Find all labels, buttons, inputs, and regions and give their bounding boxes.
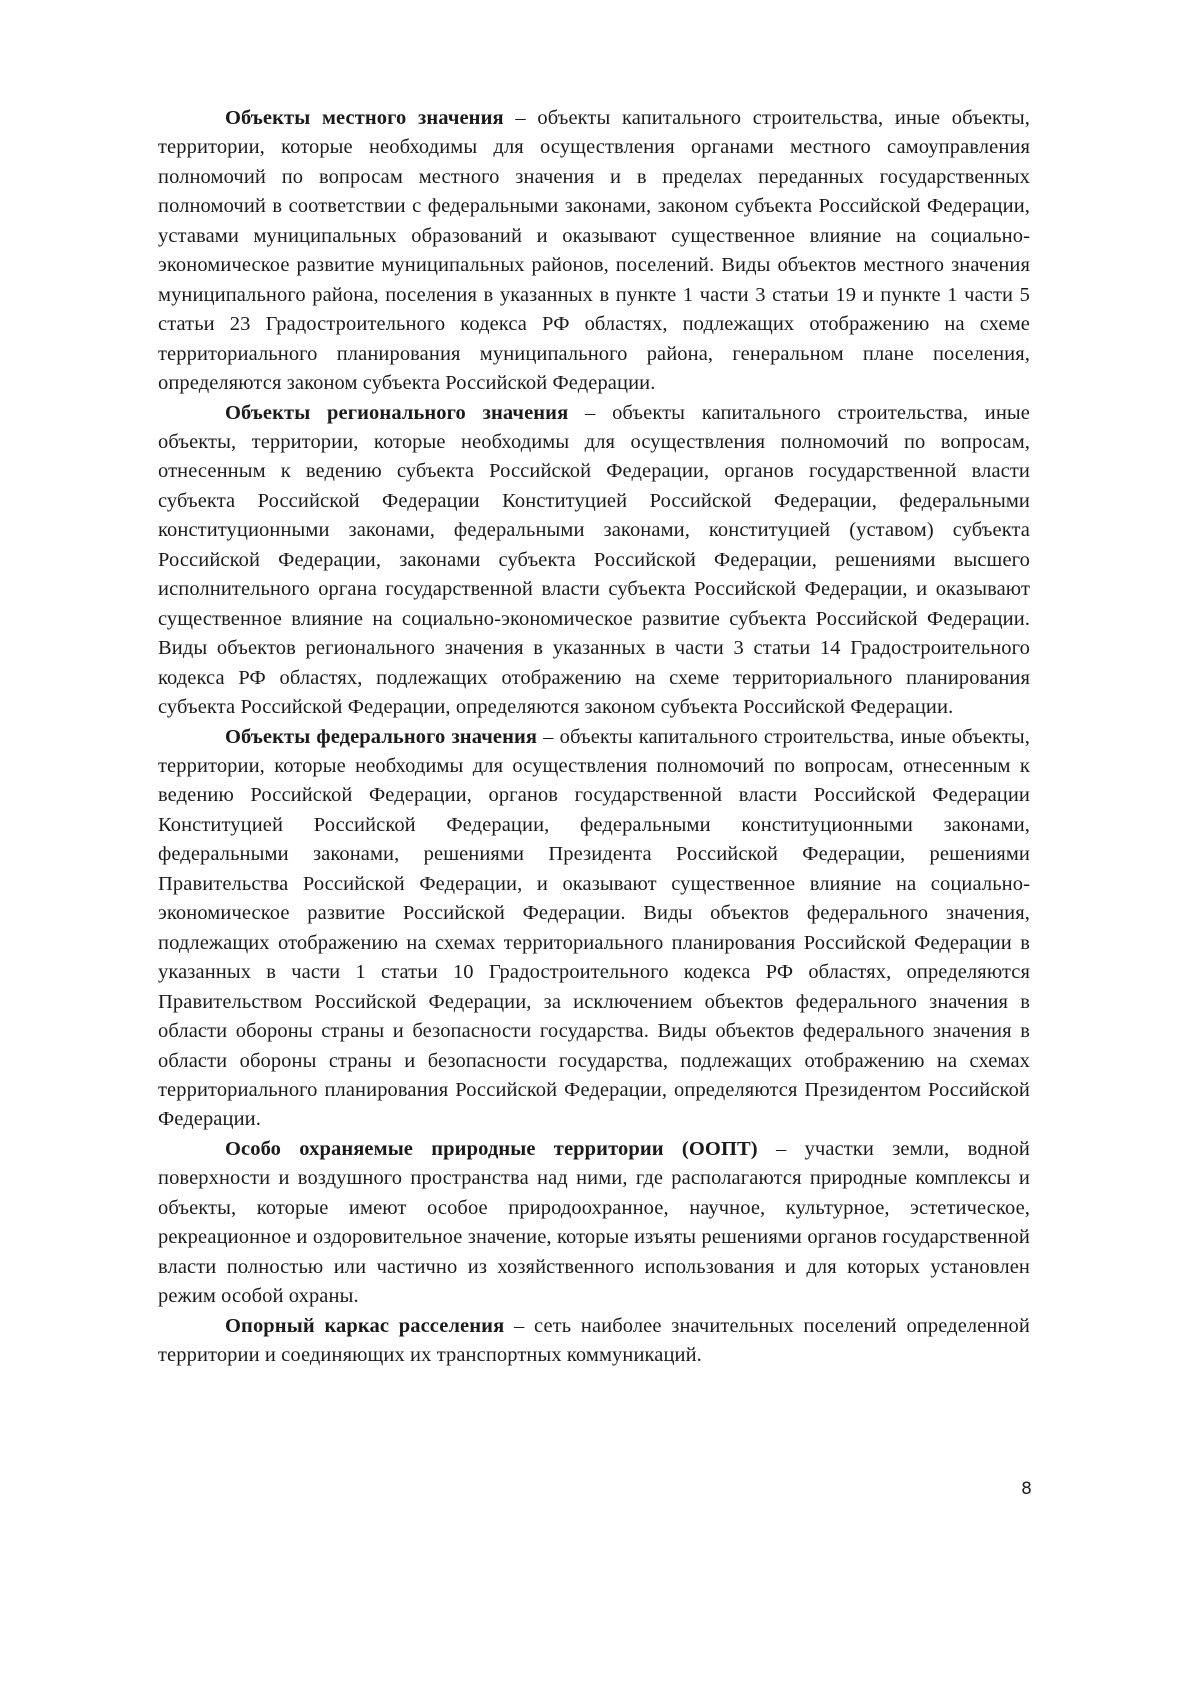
definition-text-regional-objects: – объекты капитального строительства, иные объекты, территории, которые необходимы для осуществления полномочий по вопросам, отнесенным к ведению субъекта Российской Федерации, органов государственной власти субъекта Российской Федерации Конституцией Российской Федерации, федеральными конституционными законами, федеральными законами, конституцией (уставом) субъекта Российской Федерации, законами субъекта Российской Федерации, решениями высшего исполнительного органа государственной власти субъекта Российской Федерации, и оказывают существенное влияние на социально-экономическое развитие субъекта Российской Федерации. Виды объектов регионального значения в указанных в части 3 статьи 14 Градостроительного кодекса РФ областях, подлежащих отображению на схеме территориального планирования субъекта Российской Федерации, определяются законом субъекта Российской Федерации. — [158, 401, 1030, 719]
term-settlement-framework: Опорный каркас расселения — [225, 1314, 505, 1337]
definition-paragraph-regional-objects — [158, 399, 1030, 723]
definition-paragraph-federal-objects — [158, 723, 1030, 1135]
definition-text-settlement-framework: – сеть наиболее значительных поселений определенной территории и соединяющих их транспортных коммуникаций. — [158, 1314, 1030, 1367]
definition-text-protected-areas: – участки земли, водной поверхности и воздушного пространства над ними, где располагаются природные комплексы и объекты, которые имеют особое природоохранное, научное, культурное, эстетическое, рекреационное и оздоровительное значение, которые изъяты решениями органов государственной власти полностью или частично из хозяйственного использования и для которых установлен режим особой охраны. — [158, 1137, 1030, 1308]
definition-paragraph-protected-areas — [158, 1135, 1030, 1312]
definition-paragraph-local-objects — [158, 104, 1030, 399]
definition-text-federal-objects: – объекты капитального строительства, иные объекты, территории, которые необходимы для осуществления полномочий по вопросам, отнесенным к ведению Российской Федерации, органов государственной власти Российской Федерации Конституцией Российской Федерации, федеральными конституционными законами, федеральными законами, решениями Президента Российской Федерации, решениями Правительства Российской Федерации, и оказывают существенное влияние на социально-экономическое развитие Российской Федерации. Виды объектов федерального значения, подлежащих отображению на схемах территориального планирования Российской Федерации в указанных в части 1 статьи 10 Градостроительного кодекса РФ областях, определяются Правительством Российской Федерации, за исключением объектов федерального значения в области обороны страны и безопасности государства. Виды объектов федерального значения в области обороны страны и безопасности государства, подлежащих отображению на схемах территориального планирования Российской Федерации, определяются Президентом Российской Федерации. — [158, 725, 1030, 1131]
definition-paragraph-settlement-framework — [158, 1312, 1030, 1371]
term-federal-objects: Объекты федерального значения — [225, 725, 538, 748]
document-body — [158, 104, 1030, 1370]
page-number: 8 — [1021, 1479, 1032, 1499]
term-local-objects: Объекты местного значения — [225, 107, 504, 129]
term-regional-objects: Объекты регионального значения — [225, 401, 569, 424]
definition-text-local-objects: – объекты капитального строительства, иные объекты, территории, которые необходимы для осуществления органами местного самоуправления полномочий по вопросам местного значения и в пределах переданных государственных полномочий в соответствии с федеральными законами, законом субъекта Российской Федерации, уставами муниципальных образований и оказывают существенное влияние на социально-экономическое развитие муниципальных районов, поселений. Виды объектов местного значения муниципального района, поселения в указанных в пункте 1 части 3 статьи 19 и пункте 1 части 5 статьи 23 Градостроительного кодекса РФ областях, подлежащих отображению на схеме территориального планирования муниципального района, генеральном плане поселения, определяются законом субъекта Российской Федерации. — [158, 107, 1030, 395]
term-protected-areas: Особо охраняемые природные территории (ООПТ) — [225, 1137, 758, 1160]
